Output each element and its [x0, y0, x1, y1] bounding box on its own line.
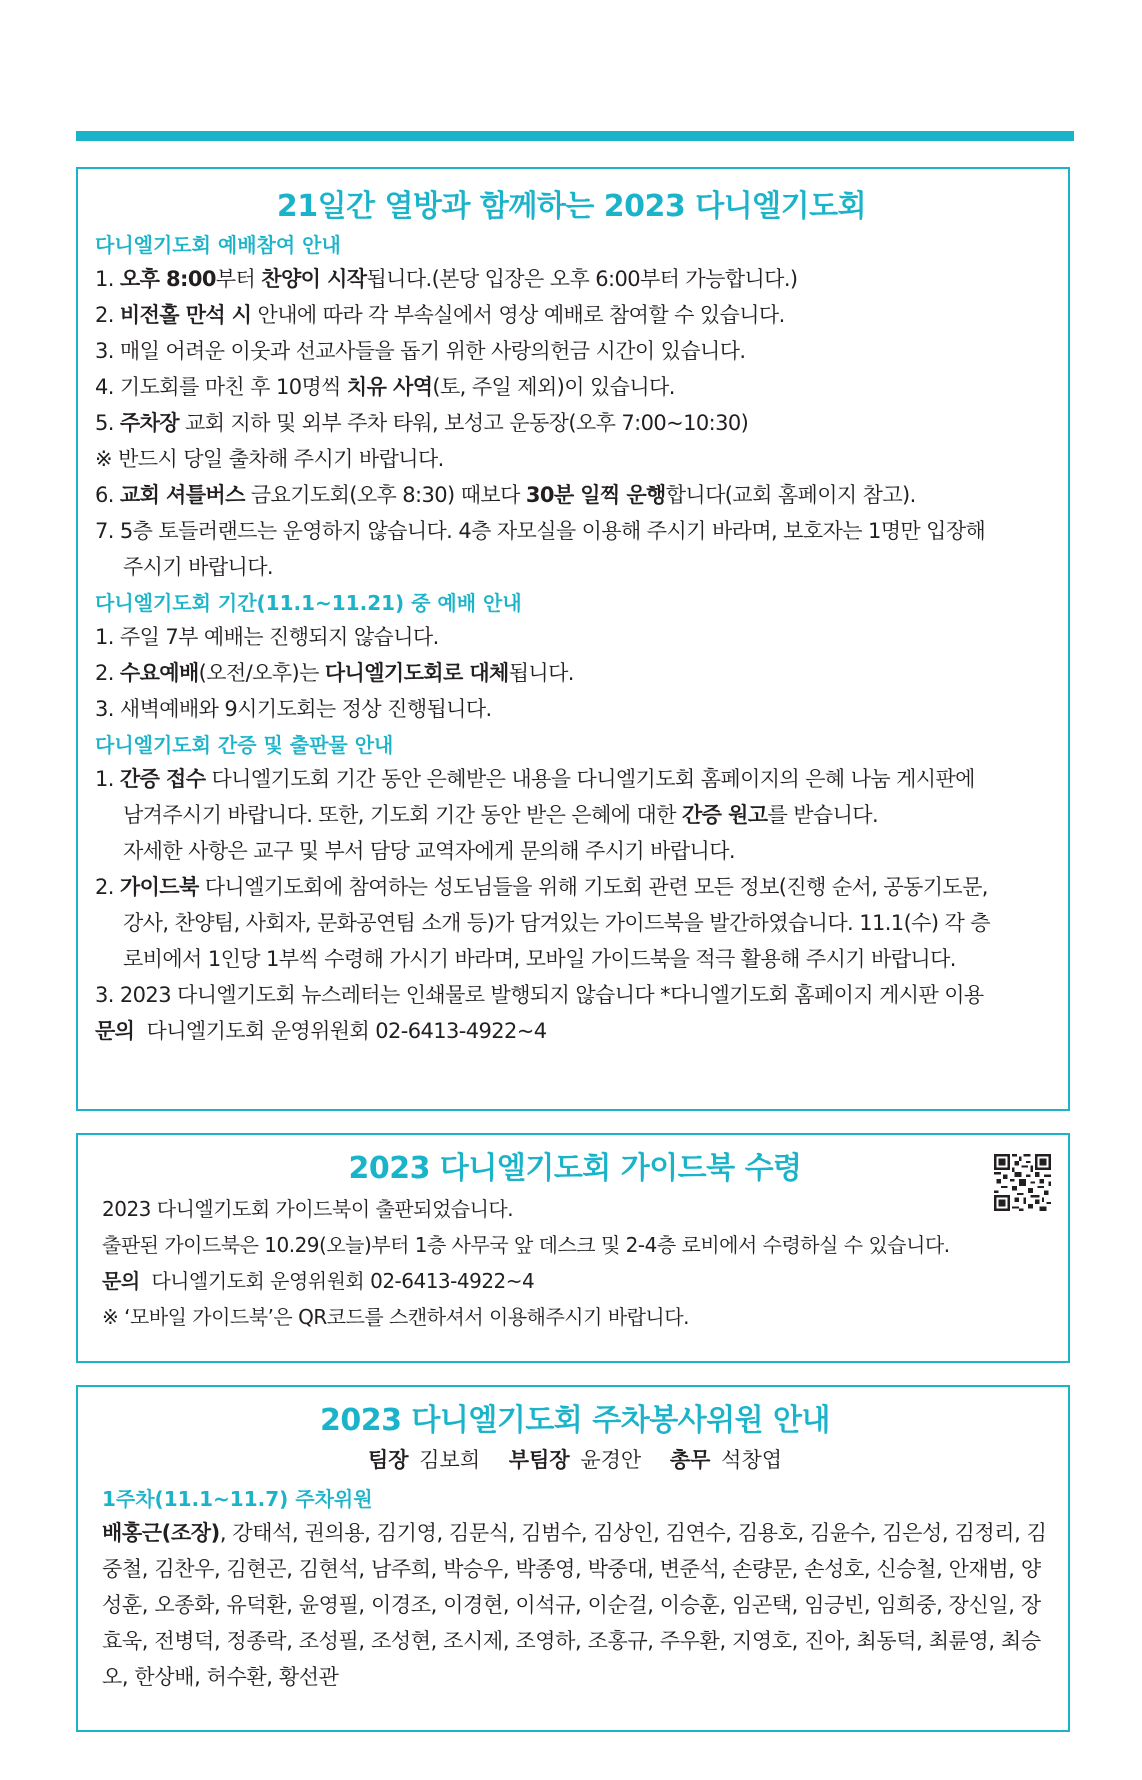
- list-item-continuation: 강사, 찬양팀, 사회자, 문화공연팀 소개 등)가 담겨있는 가이드북을 발간하였습니다. 11.1(수) 각 층: [123, 911, 990, 935]
- list-item-continuation: 자세한 사항은 교구 및 부서 담당 교역자에게 문의해 주시기 바랍니다.: [123, 839, 735, 863]
- contact-line: [95, 1013, 1048, 1049]
- list-item: 2. 가이드북 다니엘기도회에 참여하는 성도님들을 위해 기도회 관련 모든 정보(진행 순서, 공동기도문,: [95, 875, 988, 899]
- box-title: 2023 다니엘기도회 주차봉사위원 안내: [319, 1403, 831, 1438]
- staff-row: [102, 1443, 1048, 1477]
- staff-role: 팀장: [367, 1448, 409, 1472]
- info-line: 2023 다니엘기도회 가이드북이 출판되었습니다.: [102, 1197, 514, 1221]
- staff-role: 부팀장: [508, 1448, 570, 1472]
- list-item: 1. 주일 7부 예배는 진행되지 않습니다.: [95, 625, 439, 649]
- box-title: 2023 다니엘기도회 가이드북 수령: [348, 1151, 802, 1186]
- contact-label: 문의: [102, 1269, 140, 1293]
- staff-role: 총무: [669, 1448, 711, 1472]
- team-leader: 배홍근(조장): [102, 1521, 220, 1545]
- list-item: 1. 오후 8:00부터 찬양이 시작됩니다.(본당 입장은 오후 6:00부터 가능합니다.): [95, 267, 798, 291]
- section-heading-worship-period: 다니엘기도회 기간(11.1~11.21) 중 예배 안내: [95, 591, 522, 615]
- section-heading-testimony: 다니엘기도회 간증 및 출판물 안내: [95, 733, 394, 757]
- staff-name: 김보희: [419, 1448, 481, 1472]
- info-line: 출판된 가이드북은 10.29(오늘)부터 1층 사무국 앞 데스크 및 2-4층 로비에서 수령하실 수 있습니다.: [102, 1233, 950, 1257]
- guidebook-box: [76, 1133, 1070, 1363]
- list-item: 2. 수요예배(오전/오후)는 다니엘기도회로 대체됩니다.: [95, 661, 574, 685]
- parking-volunteers-box: [76, 1385, 1070, 1732]
- contact-line: [102, 1263, 1048, 1299]
- list-item-continuation: 주시기 바랍니다.: [123, 555, 273, 579]
- list-item: 2. 비전홀 만석 시 안내에 따라 각 부속실에서 영상 예배로 참여할 수 있습니다.: [95, 303, 785, 327]
- prayer-meeting-info-box: [76, 167, 1070, 1111]
- top-accent-rule: [76, 131, 1074, 141]
- list-item: 3. 2023 다니엘기도회 뉴스레터는 인쇄물로 발행되지 않습니다 *다니엘기도회 홈페이지 게시판 이용: [95, 983, 984, 1007]
- list-item: 4. 기도회를 마친 후 10명씩 치유 사역(토, 주일 제외)이 있습니다.: [95, 375, 675, 399]
- qr-code-icon: [994, 1154, 1051, 1211]
- list-item: 7. 5층 토들러랜드는 운영하지 않습니다. 4층 자모실을 이용해 주시기 바라며, 보호자는 1명만 입장해: [95, 519, 986, 543]
- contact-label: 문의: [95, 1019, 135, 1043]
- section-heading-week1: 1주차(11.1~11.7) 주차위원: [102, 1487, 373, 1511]
- box-title: 21일간 열방과 함께하는 2023 다니엘기도회: [276, 189, 867, 224]
- list-item: 6. 교회 셔틀버스 금요기도회(오후 8:30) 때보다 30분 일찍 운행합니다(교회 홈페이지 참고).: [95, 483, 916, 507]
- list-item: 3. 새벽예배와 9시기도회는 정상 진행됩니다.: [95, 697, 492, 721]
- staff-name: 윤경안: [580, 1448, 642, 1472]
- note-text: ※ 반드시 당일 출차해 주시기 바랍니다.: [95, 447, 444, 471]
- list-item: 1. 간증 접수 다니엘기도회 기간 동안 은혜받은 내용을 다니엘기도회 홈페이지의 은혜 나눔 게시판에: [95, 767, 975, 791]
- list-item-continuation: 남겨주시기 바랍니다. 또한, 기도회 기간 동안 받은 은혜에 대한 간증 원고를 받습니다.: [123, 803, 879, 827]
- volunteer-list: , 강태석, 권의용, 김기영, 김문식, 김범수, 김상인, 김연수, 김용호, 김윤수, 김은성, 김정리, 김중철, 김찬우, 김현곤, 김현석, 남주희, 박승우, 박종영, 박중대, 변준석, 손량문, 손성호, 신승철, 안재범, 양성훈, 오종화, 유덕환, 윤영필, 이경조, 이경현, 이석규, 이순걸, 이승훈, 임곤택, 임긍빈, 임희중, 장신일, 장효욱, 전병덕, 정종락, 조성필, 조성현, 조시제, 조영하, 조홍규, 주우환, 지영호, 진아, 최동덕, 최륜영, 최승오, 한상배, 허수환, 황선관: [102, 1521, 1047, 1689]
- contact-text: 다니엘기도회 운영위원회 02-6413-4922~4: [146, 1019, 547, 1043]
- volunteer-names: [102, 1515, 1052, 1695]
- staff-name: 석창엽: [721, 1448, 783, 1472]
- contact-text: 다니엘기도회 운영위원회 02-6413-4922~4: [151, 1269, 535, 1293]
- list-item: 3. 매일 어려운 이웃과 선교사들을 돕기 위한 사랑의헌금 시간이 있습니다.: [95, 339, 746, 363]
- section-heading-worship: 다니엘기도회 예배참여 안내: [95, 233, 341, 257]
- list-item-continuation: 로비에서 1인당 1부씩 수령해 가시기 바라며, 모바일 가이드북을 적극 활용해 주시기 바랍니다.: [123, 947, 956, 971]
- note-text: ※ ‘모바일 가이드북’은 QR코드를 스캔하셔서 이용해주시기 바랍니다.: [102, 1305, 689, 1329]
- list-item: 5. 주차장 교회 지하 및 외부 주차 타워, 보성고 운동장(오후 7:00~10:30): [95, 411, 749, 435]
